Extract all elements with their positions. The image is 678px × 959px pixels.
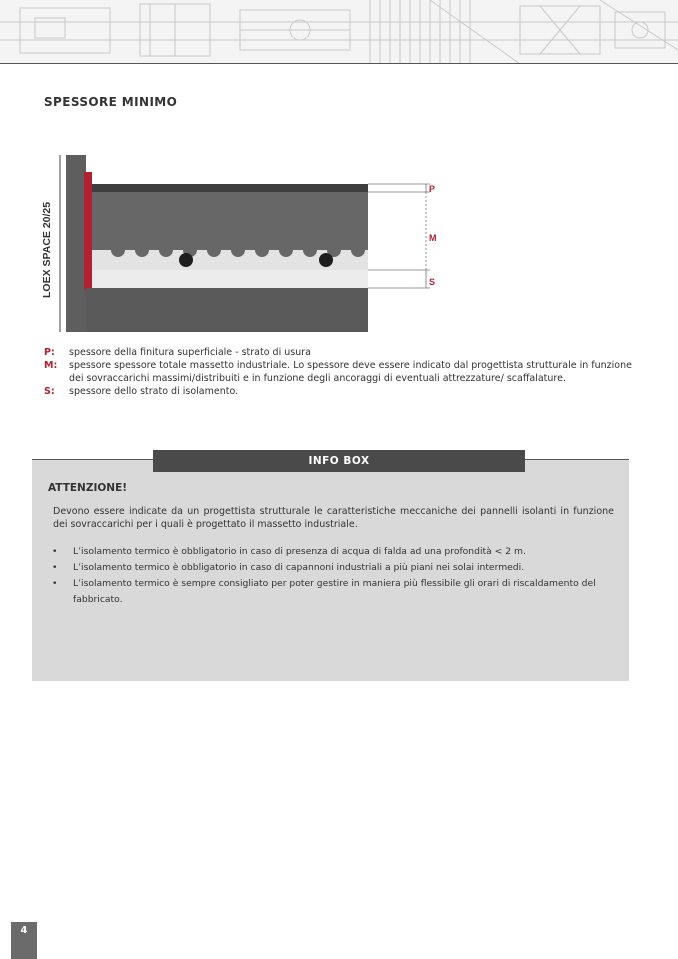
bullet-text: L’isolamento termico è obbligatorio in caso di capannoni industriali a più piani nei solai intermedi. — [73, 562, 525, 573]
floor-section-figure — [30, 150, 460, 340]
bullet-icon: • — [52, 562, 58, 573]
substrate — [86, 288, 368, 332]
info-box-label: INFO BOX — [153, 450, 525, 472]
legend-key: P: — [44, 347, 55, 358]
side-label: LOEX SPACE 20/25 — [41, 201, 53, 298]
header-blueprint-band — [0, 0, 678, 64]
bullet-icon: • — [52, 578, 58, 589]
perimeter-band — [84, 172, 92, 290]
legend-item-m — [44, 359, 632, 385]
list-item — [52, 576, 617, 608]
bullet-text: L’isolamento termico è sempre consigliato per poter gestire in maniera più flessibile gli orari di riscaldamento del fabbricato. — [73, 578, 596, 605]
wall — [66, 155, 86, 332]
list-item — [52, 544, 617, 560]
legend-text: spessore della finitura superficiale - strato di usura — [69, 347, 311, 358]
dimension-lines — [368, 184, 430, 288]
wear-layer — [92, 184, 368, 192]
dim-label-p: P — [429, 184, 436, 194]
floor-section-diagram — [30, 150, 460, 340]
list-item — [52, 560, 617, 576]
attention-heading: ATTENZIONE! — [48, 482, 128, 494]
legend-item-s — [44, 385, 632, 398]
header-rule — [0, 63, 678, 64]
section-title: SPESSORE MINIMO — [44, 95, 178, 109]
legend-key: M: — [44, 360, 58, 371]
bullet-text: L’isolamento termico è obbligatorio in caso di presenza di acqua di falda ad una profondità < 2 m. — [73, 546, 526, 557]
attention-bullets — [52, 544, 617, 608]
pipe — [179, 253, 193, 267]
dim-label-m: M — [429, 233, 437, 243]
dim-label-s: S — [429, 277, 436, 287]
pipe — [319, 253, 333, 267]
blueprint-drawing — [0, 0, 678, 64]
bullet-icon: • — [52, 546, 58, 557]
legend-key: S: — [44, 386, 55, 397]
page-number: 4 — [11, 922, 37, 959]
attention-intro: Devono essere indicate da un progettista strutturale le caratteristiche meccaniche dei pannelli isolanti in funzione dei sovraccarichi per i quali è progettato il massetto industriale. — [53, 506, 614, 530]
legend-text: spessore spessore totale massetto industriale. Lo spessore deve essere indicato dal progettista strutturale in funzione dei sovraccarichi massimi/distribuiti e in funzione degli ancoraggi di eventuali attrezzature/ scaffalature. — [69, 360, 632, 384]
legend-text: spessore dello strato di isolamento. — [69, 386, 239, 397]
legend-item-p — [44, 346, 632, 359]
legend — [44, 346, 632, 398]
insulation-layer — [92, 270, 368, 288]
